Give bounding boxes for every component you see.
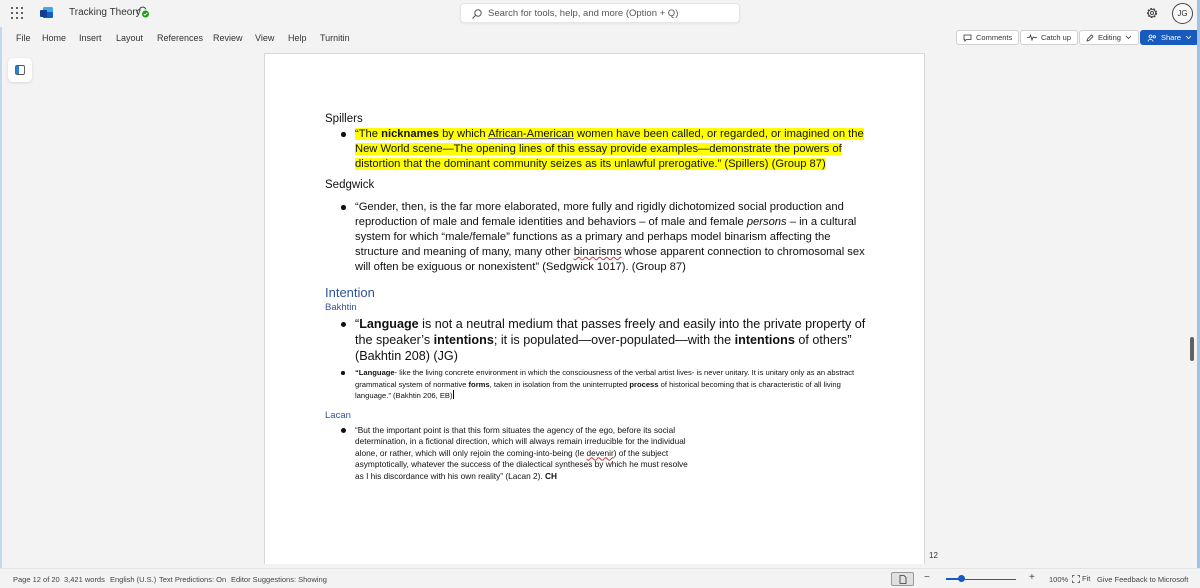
heading-intention: Intention bbox=[325, 285, 375, 300]
page-view-icon bbox=[899, 575, 907, 584]
comments-button[interactable] bbox=[956, 30, 1019, 45]
share-label: Share bbox=[1161, 33, 1182, 42]
pulse-icon bbox=[1027, 34, 1037, 41]
fit-button[interactable] bbox=[1072, 574, 1090, 583]
word-count[interactable]: 3,421 words bbox=[64, 575, 105, 584]
editor-suggestions-status[interactable]: Editor Suggestions: Showing bbox=[231, 575, 327, 584]
comments-label: Comments bbox=[976, 33, 1013, 42]
search-placeholder: Search for tools, help, and more (Option + Q) bbox=[488, 8, 679, 19]
search-icon bbox=[471, 8, 483, 20]
vertical-scrollbar-thumb[interactable] bbox=[1190, 337, 1194, 361]
title-bar bbox=[0, 0, 1200, 27]
list-item-sedgwick-quote: “Gender, then, is the far more elaborated, more fully and rigidly dichotomized social production and reproduction of male and female identities and behaviors – of male and female persons – in a cultural system for which “male/female” functions as a primary and perhaps model binarism affecting the structure and meaning of many, many other binarisms whose apparent connection to chromosomal sex will often be exiguous or nonexistent” (Sedgwick 1017). (Group 87) bbox=[325, 200, 875, 275]
zoom-slider-thumb[interactable] bbox=[958, 575, 965, 582]
heading-sedgwick: Sedgwick bbox=[325, 179, 375, 191]
text-cursor bbox=[453, 390, 454, 399]
people-icon bbox=[1147, 34, 1157, 42]
list-item-bakhtin-quote-1: “Language is not a neutral medium that passes freely and easily into the private property of the speaker’s intentions; it is populated—over-populated—with the intentions of others” (Bakhtin 208) (JG) bbox=[325, 316, 875, 364]
heading-lacan: Lacan bbox=[325, 409, 351, 421]
chevron-down-icon bbox=[1185, 35, 1192, 40]
navigation-pane-button[interactable] bbox=[8, 58, 32, 82]
comment-icon bbox=[963, 34, 972, 42]
zoom-in-button[interactable]: + bbox=[1029, 572, 1035, 583]
user-avatar[interactable]: JG bbox=[1172, 3, 1193, 24]
print-layout-view-button[interactable] bbox=[891, 572, 914, 586]
tab-help[interactable]: Help bbox=[288, 33, 307, 43]
gear-icon[interactable] bbox=[1145, 6, 1159, 20]
pencil-icon bbox=[1086, 34, 1094, 42]
cloud-saved-icon[interactable] bbox=[136, 6, 150, 18]
zoom-level[interactable]: 100% bbox=[1049, 575, 1069, 584]
fit-label: Fit bbox=[1082, 574, 1091, 583]
tab-turnitin[interactable]: Turnitin bbox=[320, 33, 350, 43]
tab-view[interactable]: View bbox=[255, 33, 275, 43]
heading-spillers: Spillers bbox=[325, 113, 363, 125]
navigation-pane-icon bbox=[15, 65, 25, 75]
list-item-spillers-quote: “The nicknames by which African-American women have been called, or regarded, or imagined on the New World scene—The opening lines of this essay provide examples—demonstrate the powers of distortion that the dominant community seizes as its unlawful prerogative.” (Spillers) (Group 87) bbox=[325, 127, 875, 172]
tab-file[interactable]: File bbox=[16, 33, 31, 43]
share-button[interactable] bbox=[1140, 30, 1199, 45]
tab-home[interactable]: Home bbox=[42, 33, 67, 43]
text-predictions-status[interactable]: Text Predictions: On bbox=[159, 575, 227, 584]
fit-icon bbox=[1072, 575, 1080, 583]
chevron-down-icon bbox=[1125, 35, 1132, 40]
app-launcher-icon[interactable] bbox=[11, 7, 23, 19]
catch-up-button[interactable] bbox=[1020, 30, 1078, 45]
window-edge-left bbox=[0, 0, 2, 588]
document-title[interactable]: Tracking Theory bbox=[69, 7, 141, 18]
editing-label: Editing bbox=[1098, 33, 1121, 42]
catch-up-label: Catch up bbox=[1041, 33, 1072, 42]
tab-insert[interactable]: Insert bbox=[79, 33, 102, 43]
tab-review[interactable]: Review bbox=[213, 33, 243, 43]
language-status[interactable]: English (U.S.) bbox=[110, 575, 157, 584]
word-logo-icon bbox=[40, 6, 53, 19]
editing-mode-button[interactable] bbox=[1079, 30, 1139, 45]
tab-references[interactable]: References bbox=[157, 33, 204, 43]
heading-bakhtin: Bakhtin bbox=[325, 302, 357, 313]
zoom-out-button[interactable]: − bbox=[924, 572, 930, 583]
feedback-link[interactable]: Give Feedback to Microsoft bbox=[1097, 575, 1189, 584]
status-bar bbox=[0, 568, 1200, 588]
page-number-indicator: 12 bbox=[929, 551, 938, 560]
list-item-bakhtin-quote-2: “Language- like the living concrete environment in which the consciousness of the verbal artist lives- is never unitary. It is unitary only as an abstract grammatical system of normative forms, taken in isolation from the uninterrupted process of historical becoming that is characteristic of all living language.” (Bakhtin 206, EB) bbox=[325, 367, 875, 402]
document-page[interactable] bbox=[264, 53, 925, 564]
tab-layout[interactable]: Layout bbox=[116, 33, 144, 43]
document-body[interactable] bbox=[325, 112, 875, 482]
search-input[interactable] bbox=[460, 3, 740, 23]
page-count[interactable]: Page 12 of 20 bbox=[13, 575, 60, 584]
list-item-lacan-quote: “But the important point is that this form situates the agency of the ego, before its social determination, in a fictional direction, which will always remain irreducible for the individual alone, or rather, which will only rejoin the coming-into-being (le devenir) of the subject asymptotically, whatever the success of the dialectical syntheses by which he must resolve as I his discordance with his own reality” (Lacan 2). CH bbox=[325, 425, 695, 483]
